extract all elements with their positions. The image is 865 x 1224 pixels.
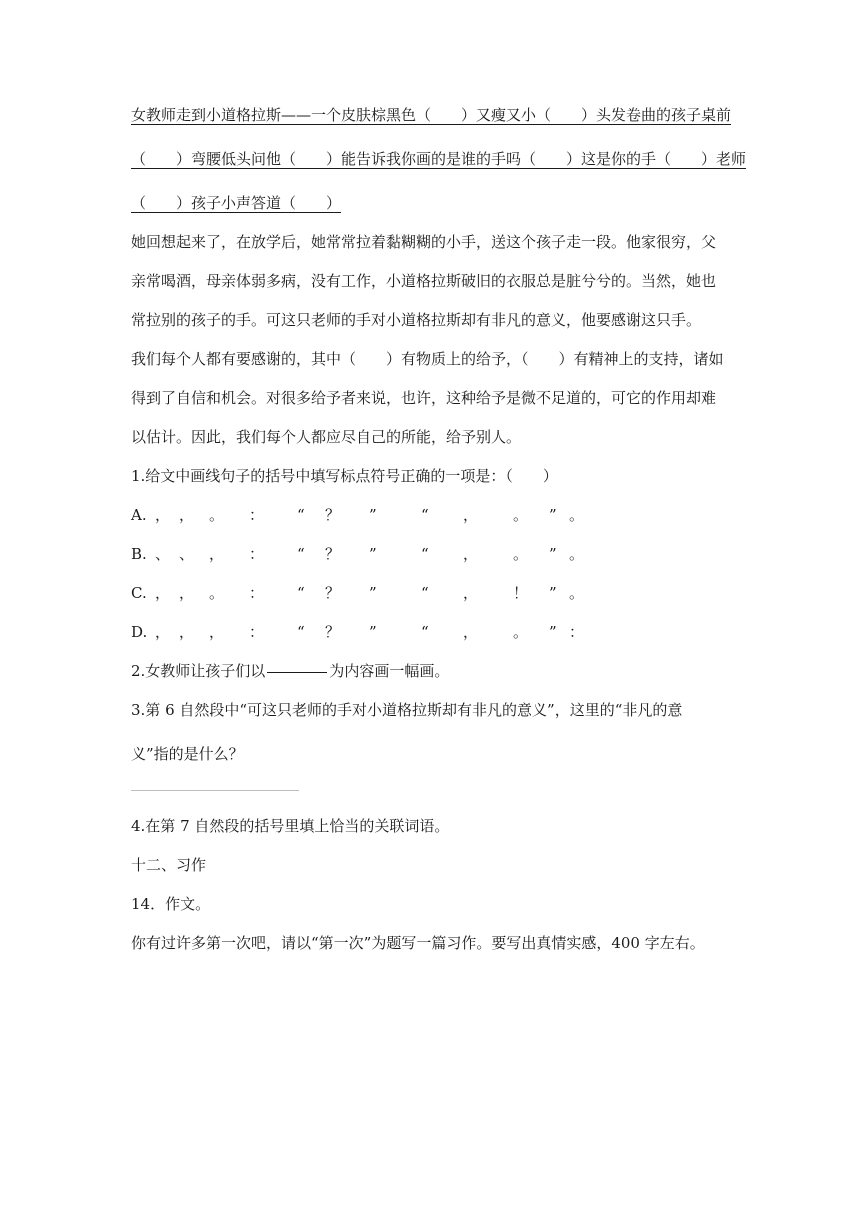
option-mark: ？ [325, 584, 341, 602]
option-mark: 。 [569, 506, 585, 524]
option-mark: ， [209, 623, 225, 641]
option-mark: ： [249, 584, 265, 602]
paragraph-2-line: 我们每个人都有要感谢的，其中（ ）有物质上的给予，（ ）有精神上的支持，诸如 [131, 350, 724, 368]
underlined-line-1: 女教师走到小道格拉斯——一个皮肤棕黑色（ ）又瘦又小（ ）头发卷曲的孩子桌前 [131, 106, 732, 124]
question-2-text-after: 为内容画一幅画。 [329, 662, 450, 680]
option-a[interactable] [131, 500, 731, 530]
option-mark: ？ [325, 506, 341, 524]
question-4: 4.在第 7 自然段的括号里填上恰当的关联词语。 [131, 817, 450, 835]
paragraph-2 [131, 344, 731, 452]
option-mark: 。 [513, 623, 529, 641]
option-key: B. [131, 545, 147, 563]
option-mark: ， [155, 506, 171, 524]
option-mark: “ [421, 545, 429, 563]
option-mark: “ [421, 584, 429, 602]
option-mark: ” [549, 584, 557, 602]
option-d[interactable] [131, 617, 731, 647]
option-mark: ？ [325, 545, 341, 563]
option-mark: ” [369, 545, 377, 563]
option-key: D. [131, 623, 148, 641]
option-mark: ” [369, 584, 377, 602]
option-mark: ” [369, 623, 377, 641]
option-mark: ： [249, 623, 265, 641]
option-b[interactable] [131, 539, 731, 569]
option-mark: ！ [513, 584, 529, 602]
option-list [131, 500, 731, 647]
option-key: C. [131, 584, 147, 602]
option-mark: ： [249, 545, 265, 563]
option-mark: ， [179, 623, 195, 641]
essay-prompt: 你有过许多第一次吧，请以“第一次”为题写一篇习作。要写出真情实感，400 字左右。 [131, 934, 705, 952]
option-key: A. [131, 506, 147, 524]
option-mark: 。 [513, 545, 529, 563]
option-mark: ： [569, 623, 585, 641]
paragraph-1-line: 她回想起来了，在放学后，她常常拉着黏糊糊的小手，送这个孩子走一段。他家很穷，父 [131, 233, 717, 251]
option-mark: ， [179, 584, 195, 602]
underlined-line-3: （ ）孩子小声答道（ ） [131, 194, 342, 212]
option-mark: “ [297, 584, 305, 602]
option-mark: ， [155, 623, 171, 641]
option-mark: ？ [325, 623, 341, 641]
option-mark: ， [463, 545, 479, 563]
option-c[interactable] [131, 578, 731, 608]
option-mark: ” [549, 506, 557, 524]
question-3-line: 义”指的是什么？ [131, 745, 244, 763]
paragraph-1-line: 常拉别的孩子的手。可这只老师的手对小道格拉斯却有非凡的意义，他要感谢这只手。 [131, 311, 702, 329]
question-2 [131, 656, 731, 686]
option-mark: 、 [155, 545, 171, 563]
option-mark: “ [297, 623, 305, 641]
paragraph-2-line: 得到了自信和机会。对很多给予者来说，也许，这种给予是微不足道的，可它的作用却难 [131, 389, 717, 407]
section-heading: 十二、习作 [131, 856, 207, 874]
option-mark: ， [179, 506, 195, 524]
question-1: 1.给文中画线句子的括号中填写标点符号正确的一项是：（ ） [131, 467, 558, 485]
underlined-passage [131, 100, 747, 218]
answer-line[interactable] [131, 789, 299, 791]
option-mark: 。 [569, 584, 585, 602]
option-mark: 。 [209, 584, 225, 602]
question-14: 14．作文。 [131, 895, 211, 913]
option-mark: ” [549, 623, 557, 641]
option-mark: ” [369, 506, 377, 524]
option-mark: “ [421, 623, 429, 641]
option-mark: ， [463, 623, 479, 641]
option-mark: “ [297, 506, 305, 524]
question-2-text-before: 2.女教师让孩子们以 [131, 662, 266, 680]
option-mark: 、 [179, 545, 195, 563]
option-mark: “ [421, 506, 429, 524]
paragraph-1-line: 亲常喝酒，母亲体弱多病，没有工作，小道格拉斯破旧的衣服总是脏兮兮的。当然，她也 [131, 272, 717, 290]
content-column [131, 100, 747, 967]
option-mark: 。 [513, 506, 529, 524]
option-mark: ” [549, 545, 557, 563]
option-mark: ： [249, 506, 265, 524]
option-mark: ， [155, 584, 171, 602]
option-mark: ， [463, 506, 479, 524]
paragraph-2-line: 以估计。因此，我们每个人都应尽自己的所能，给予别人。 [131, 428, 522, 446]
option-mark: 。 [209, 506, 225, 524]
fill-in-blank[interactable] [267, 671, 327, 673]
underlined-line-2: （ ）弯腰低头问他（ ）能告诉我你画的是谁的手吗（ ）这是你的手（ ）老师 [131, 150, 747, 168]
option-mark: 。 [569, 545, 585, 563]
question-3-line: 3.第 6 自然段中“可这只老师的手对小道格拉斯却有非凡的意义”，这里的“非凡的意 [131, 701, 683, 719]
paragraph-1 [131, 227, 731, 335]
option-mark: ， [209, 545, 225, 563]
option-mark: ， [463, 584, 479, 602]
option-mark: “ [297, 545, 305, 563]
